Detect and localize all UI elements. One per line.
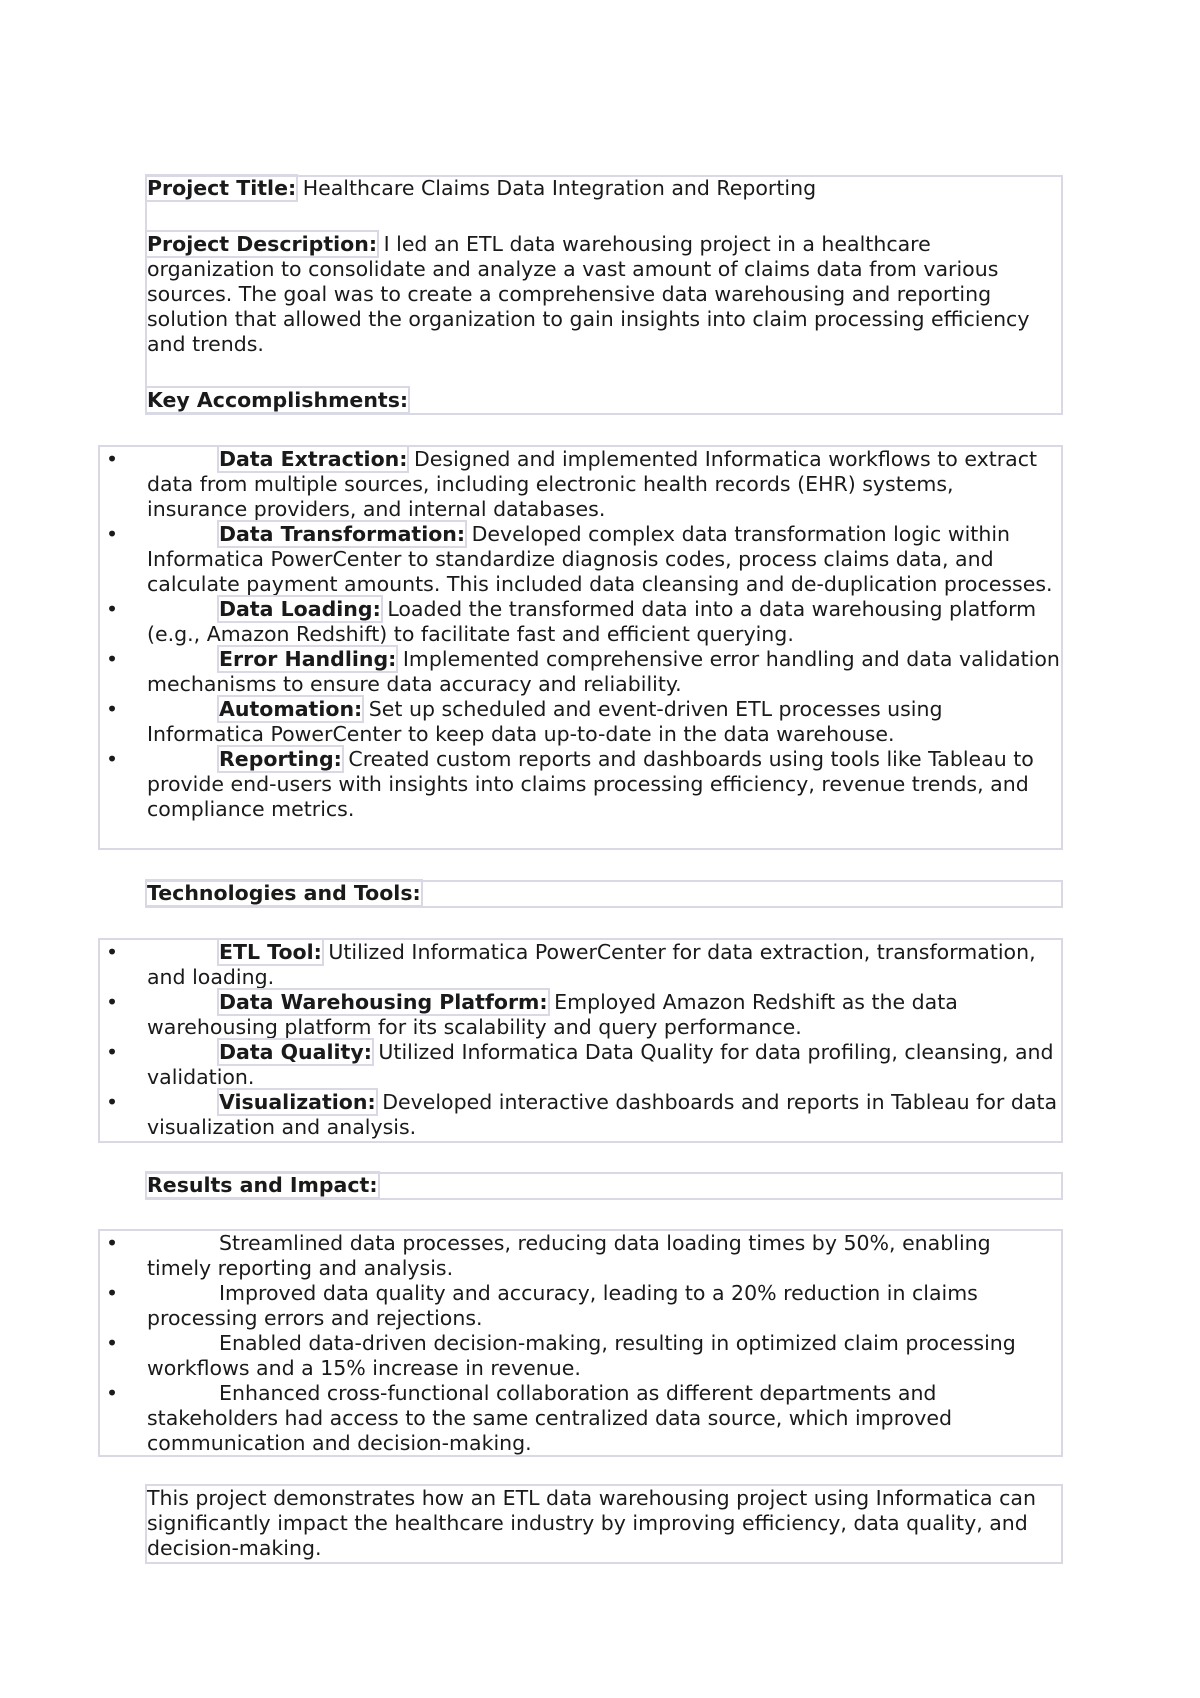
list-item: [100, 1331, 1060, 1381]
list-item: [100, 990, 1060, 1040]
technologies-heading: [147, 881, 421, 906]
list-item: [100, 940, 1060, 990]
item-label: ETL Tool:: [219, 940, 322, 964]
list-item: [100, 597, 1060, 647]
bullet-icon: •: [106, 1231, 119, 1255]
technologies-list: [100, 940, 1060, 1140]
item-text: Enabled data-driven decision-making, resulting in optimized claim processing workflows and a 15% increase in revenue.: [147, 1331, 1016, 1380]
item-text: Streamlined data processes, reducing data loading times by 50%, enabling timely reporting and analysis.: [147, 1231, 991, 1280]
item-text: Implemented comprehensive error handling and data validation mechanisms to ensure data accuracy and reliability.: [147, 647, 1060, 696]
technologies-heading-text: Technologies and Tools:: [147, 881, 421, 905]
accomplishments-list: [100, 447, 1060, 822]
results-heading: [147, 1173, 378, 1198]
item-label: Data Quality:: [219, 1040, 372, 1064]
bullet-icon: •: [106, 747, 119, 771]
list-item: [100, 1281, 1060, 1331]
bullet-icon: •: [106, 1090, 119, 1114]
project-description-label: Project Description:: [147, 232, 378, 256]
bullet-icon: •: [106, 990, 119, 1014]
bullet-icon: •: [106, 597, 119, 621]
item-label: Data Warehousing Platform:: [219, 990, 548, 1014]
item-text: Developed complex data transformation logic within Informatica PowerCenter to standardize diagnosis codes, process claims data, and calculate payment amounts. This included data cleansing and de-duplication processes.: [147, 522, 1053, 596]
item-text: Developed interactive dashboards and reports in Tableau for data visualization and analysis.: [147, 1090, 1058, 1139]
item-label: Visualization:: [219, 1090, 376, 1114]
bullet-icon: •: [106, 647, 119, 671]
project-title-value: Healthcare Claims Data Integration and Reporting: [302, 176, 817, 200]
results-heading-text: Results and Impact:: [147, 1173, 378, 1197]
conclusion: This project demonstrates how an ETL data warehousing project using Informatica can significantly impact the healthcare industry by improving efficiency, data quality, and decision-making.: [147, 1486, 1036, 1560]
project-description-value: I led an ETL data warehousing project in a healthcare organization to consolidate and analyze a vast amount of claims data from various sources. The goal was to create a comprehensive data warehousing and reporting solution that allowed the organization to gain insights into claim processing efficiency and trends.: [147, 232, 1030, 356]
project-description: [147, 232, 1057, 357]
bullet-icon: •: [106, 522, 119, 546]
item-text: Set up scheduled and event-driven ETL processes using Informatica PowerCenter to keep data up-to-date in the data warehouse.: [147, 697, 943, 746]
bullet-icon: •: [106, 940, 119, 964]
key-accomplishments-heading: [147, 388, 1057, 413]
bullet-icon: •: [106, 1281, 119, 1305]
item-text: Employed Amazon Redshift as the data warehousing platform for its scalability and query performance.: [147, 990, 958, 1039]
list-item: [100, 1381, 1060, 1456]
project-title: [147, 176, 1057, 201]
item-text: Designed and implemented Informatica workflows to extract data from multiple sources, including electronic health records (EHR) systems, insurance providers, and internal databases.: [147, 447, 1038, 521]
item-label: Automation:: [219, 697, 363, 721]
list-item: [100, 697, 1060, 747]
list-item: [100, 1040, 1060, 1090]
item-text: Enhanced cross-functional collaboration as different departments and stakeholders had access to the same centralized data source, which improved communication and decision-making.: [147, 1381, 952, 1455]
item-text: Utilized Informatica Data Quality for data profiling, cleansing, and validation.: [147, 1040, 1054, 1089]
item-label: Reporting:: [219, 747, 342, 771]
item-text: Utilized Informatica PowerCenter for data extraction, transformation, and loading.: [147, 940, 1036, 989]
results-list: [100, 1231, 1060, 1456]
list-item: [100, 747, 1060, 822]
bullet-icon: •: [106, 1040, 119, 1064]
bullet-icon: •: [106, 1381, 119, 1405]
list-item: [100, 1090, 1060, 1140]
item-text: Improved data quality and accuracy, leading to a 20% reduction in claims processing errors and rejections.: [147, 1281, 978, 1330]
list-item: [100, 447, 1060, 522]
bullet-icon: •: [106, 447, 119, 471]
item-text: Loaded the transformed data into a data warehousing platform (e.g., Amazon Redshift) to facilitate fast and efficient querying.: [147, 597, 1037, 646]
item-label: Data Extraction:: [219, 447, 408, 471]
bullet-icon: •: [106, 697, 119, 721]
list-item: [100, 1231, 1060, 1281]
item-label: Data Transformation:: [219, 522, 466, 546]
list-item: [100, 647, 1060, 697]
project-title-label: Project Title:: [147, 176, 297, 200]
item-label: Data Loading:: [219, 597, 381, 621]
bullet-icon: •: [106, 1331, 119, 1355]
item-label: Error Handling:: [219, 647, 397, 671]
key-accomplishments-heading-text: Key Accomplishments:: [147, 388, 409, 412]
list-item: [100, 522, 1060, 597]
item-text: Created custom reports and dashboards using tools like Tableau to provide end-users with insights into claims processing efficiency, revenue trends, and compliance metrics.: [147, 747, 1034, 821]
